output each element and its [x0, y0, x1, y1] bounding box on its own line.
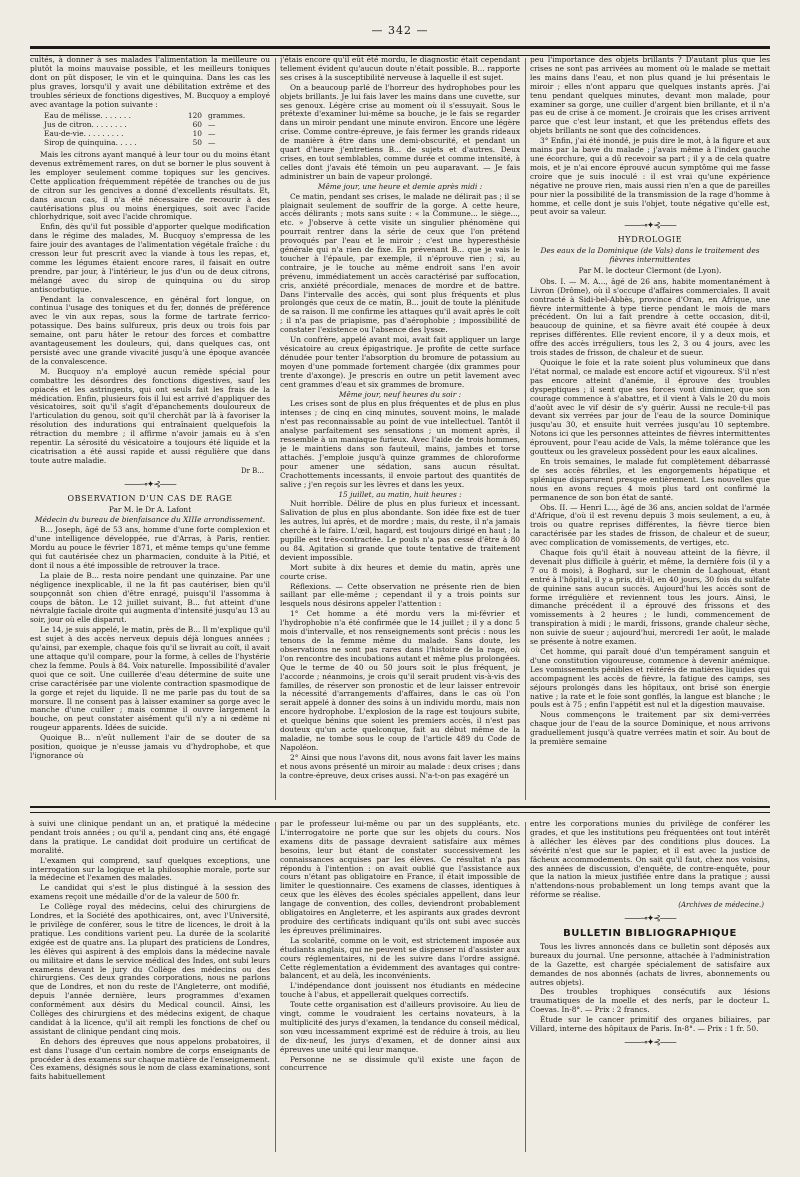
quantity: 120 [187, 111, 202, 121]
time-heading-text: Même jour, neuf heures du soir : [338, 389, 462, 399]
paragraph: Obs. II. — Henri L..., âgé de 36 ans, ancien soldat de l'armée d'Afrique, d'où il est revenu depuis 3 mois seulement, a eu, à trois ou quatre reprises différentes, la fièvre tierce bien caractérisée par les stades de frisson, de chaleur et de sueur, avec complication de vomissements, de vertiges, etc. [530, 502, 770, 548]
ornament-divider: ——⊸✦⊰—— [624, 221, 676, 232]
time-heading-text: 15 juillet, au matin, huit heures : [338, 489, 462, 499]
ornament-divider: ——⊸✦⊰—— [624, 1037, 676, 1048]
paragraph: Nuit horrible. Délire de plus en plus furieux et incessant. Salivation de plus en plus abondante. Son idée fixe est de tuer les autres, lui après, et de mordre ; mais, du reste, il n'a jamais cherché à le faire. L'œil, hagard, est toujours dirigé en haut ; la pupille est très-contractée. Le pouls n'a pas cessé d'être à 80 ou 84. Agitation si grande que toute tentative de traitement devient impossible. [280, 499, 520, 562]
section-rule [30, 806, 770, 813]
ornament-divider: ——⊸✦⊰—— [624, 914, 676, 925]
ornament-divider: ——⊸✦⊰—— [124, 479, 176, 490]
article-author: Par M. le docteur Clermont (de Lyon). [578, 265, 722, 275]
bulletin-intro: Tous les livres annoncés dans ce bulletin sont déposés aux bureaux du journal. Une personne, attachée à l'administration de la Gazette, est chargée spécialement de satisfaire aux demandes de nos abonnés (achats de livres, abonnements ou autres objets). [530, 941, 770, 987]
paragraph: Obs. I. — M. A..., âgé de 26 ans, habite momentanément à Livron (Drôme), où il s'occupe d'affaires commerciales. Il avait contracté à Sidi-bel-Abbès, province d'Oran, en Afrique, une fièvre intermittente à type tierce pendant le mois de mars précédent. On lui a fait prendre à cette occasion, dit-il, beaucoup de quinine, et sa fièvre avait été coupée à deux reprises différentes. Elle revient encore, il y a deux mois, et offre des accès irréguliers, tous les 2, 3 ou 4 jours, avec les trois stades de frisson, de chaleur et de sueur. [530, 276, 770, 358]
unit: — [208, 120, 216, 130]
paragraph: La plaie de B... resta noire pendant une quinzaine. Par une négligence inexplicable, il ne la fit pas cautériser, bien qu'il soupçonnât son chien d'être enragé, puisqu'il l'assomma à coups de bâton. Le 12 juillet suivant, B... fut atteint d'une névralgie faciale droite qui augmenta d'intensité jusqu'au 13 au soir, jour où elle disparut. [30, 570, 270, 625]
paragraph: En trois semaines, le malade fut complètement débarrassé de ses accès fébriles, et les engorgements hépatique et splénique disparurent presque entièrement. Les nouvelles que nous en avons reçues 4 mois plus tard ont confirmé la permanence de son bon état de santé. [530, 456, 770, 502]
paragraph: Enfin, dès qu'il fut possible d'apporter quelque modification dans le régime des malades, M. Bucquoy s'empressa de les faire jouir des avantages de l'alimentation végétale fraîche : du cresson leur fut prescrit avec la viande à tous les repas, et, comme les légumes étaient encore rares, il faisait en outre prendre, par jour, à l'intérieur, le jus d'un ou de deux citrons, mélangé avec du sirop de quinquina ou du sirop antiscorbutique. [30, 222, 270, 294]
paragraph: B... Joseph, âgé de 53 ans, homme d'une forte complexion et d'une intelligence développée, rue d'Arras, à Paris, rentier. Mordu au pouce le février 1871, et même temps qu'une femme qui fut cautérisée chez un pharmacien, conduite à la Pitié, et dont il nous a été impossible de retrouver la trace. [30, 525, 270, 570]
time-heading [280, 183, 520, 192]
paragraph: La scolarité, comme on le voit, est strictement imposée aux étudiants anglais, qui ne peuvent se dispenser ni d'assister aux cours réglementaires, ni de les suivre dans l'ordre assigné. Cette réglementation a évidemment des avantages qui contre-balancent, et au delà, les inconvénients. [280, 935, 520, 981]
paragraph: Ce matin, pendant ses crises, le malade ne délirait pas ; il se plaignait seulement de souffrir de la gorge. A cette heure, accès délirants ; mots sans suite : « la Commune... le siège..., etc. » J'observe à cette visite un singulier phénomène qui pourrait rentrer dans la série de ceux que l'on prétend provoqués par l'eau et le miroir ; c'est une hyperesthésie générale qui n'a rien de fixe. En prévenant B... que je vais le toucher à l'épaule, par exemple, il n'éprouve rien ; si, au contraire, je le touche au même endroit sans l'en avoir prévenu, immédiatement un accès caractérisé par suffocation, cris, anxiété précordiale, menaces de mordre et de battre. Dans l'intervalle des accès, qui sont plus fréquents et plus prolongés que ceux de ce matin, B... jouit de toute la plénitude de sa raison. Il me confirme les attaques qu'il avait après le coït ; il n'a pas de priapisme, pas d'aérophobie ; impossibilité de constater l'existence ou l'absence des lyssœ. [280, 191, 520, 335]
paragraph: L'examen qui comprend, sauf quelques exceptions, une interrogation sur la logique et la philosophie morale, porte sur la médecine et l'examen des malades. [30, 855, 270, 883]
column-3 [530, 56, 770, 796]
paragraph: Quoique le foie et la rate soient plus volumineux que dans l'état normal, ce malade est encore actif et vigoureux. S'il n'est pas encore atteint d'anémie, il éprouve des troubles dyspeptiques ; il sent que ses forces vont diminuer, que son courage commence à s'abattre, et il vient à Vals le 20 du mois d'août avec le vif désir de s'y guérir. Aussi ne recule-t-il pas devant six verrées par jour de l'eau de la source Dominique jusqu'au 30, et ensuite huit verrées jusqu'au 10 septembre. Notons ici que les personnes atteintes de fièvres intermittentes éprouvent, pour l'eau acide de Vals, la même tolérance que les goutteux ou les graveleux possèdent pour les eaux alcalines. [530, 358, 770, 457]
paragraph: par le professeur lui-même ou par un des suppléants, etc. L'interrogatoire ne porte que sur les objets du cours. Nos examens dits de passage devraient satisfaire aux mêmes besoins, leur but étant de constater successivement les connaissances acquises par les élèves. Ce résultat n'a pas répondu à l'intention : on avait oublié que l'assistance aux cours n'étant pas obligatoire en France, il était impossible de limiter le questionnaire. Ces examens de classes, identiques à ceux que les élèves des écoles spéciales appellent, dans leur langage de convention, des colles, deviendront probablement obligatoires en Angleterre, et les aspirants aux grades devront produire des certificats indiquant qu'ils ont subi avec succès les épreuves préliminaires. [280, 820, 520, 935]
potion-recipe [44, 112, 270, 148]
unit: — [208, 129, 216, 139]
ingredient: Jus de citron. . . . . . . . [44, 120, 127, 130]
page-number: — 342 — [371, 24, 429, 37]
paragraph: Personne ne se dissimule qu'il existe une façon de concurrence [280, 1054, 520, 1073]
paragraph: Nous commençons le traitement par six demi-verrées chaque jour de l'eau de la source Dominique, et nous arrivons graduellement jusqu'à quatre verrées matin et soir. Au bout de la première semaine [530, 710, 770, 747]
paragraph: Un confrère, appelé avant moi, avait fait appliquer un large vésicatoire au creux épigastrique. Je profite de cette surface dénudée pour tenter l'absorption du bromure de potassium au moyen d'une pommade fortement chargée (dix grammes pour trente d'axonge). Je prescris en outre un petit lavement avec cent grammes d'eau et six grammes de bromure. [280, 335, 520, 389]
column-3-lower [530, 820, 770, 1150]
unit: grammes. [208, 111, 246, 121]
paragraph: 3° Enfin, j'ai été inondé, je puis dire le mot, à la figure et aux mains par la bave du malade ; j'avais même à l'index gauche une écorchure, qui a dû recevoir sa part ; il y a de cela quatre mois, et je n'ai encore éprouvé aucun symptôme qui me fasse croire que je suis inoculé : il est vrai qu'une expérience négative ne prouve rien, mais aussi rien n'en a que de pareilles pour nier la possibilité de la transmission de la rage d'homme à homme, et celle dont je suis l'objet, toute négative qu'elle est, peut avoir sa valeur. [530, 136, 770, 217]
bibliography-entry: Étude sur le cancer primitif des organes biliaires, par Villard, interne des hôpitaux de Paris. In-8°. — Prix : 1 fr. 50. [530, 1015, 770, 1034]
paragraph: cultés, à donner à ses malades l'alimentation la meilleure ou plutôt la moins mauvaise possible, et les meilleurs toniques dont on pût disposer, le vin et le quinquina. Dans les cas les plus graves, lorsqu'il y avait une débilitation extrême et des troubles sérieux de fonctions digestives, M. Bucquoy a employé avec avantage la potion suivante : [30, 56, 270, 109]
paragraph: M. Bucquoy n'a employé aucun remède spécial pour combattre les désordres des fonctions digestives, sauf les opiacés et les astringents, qui ont seuls fait les frais de la médication. Enfin, plusieurs fois il lui est arrivé d'appliquer des vésicatoires, soit qu'il s'agît d'épanchements douloureux de l'articulation du genou, soit qu'il cherchât par là à favoriser la résolution des indurations qui entraînaient quelquefois la rétraction du membre ; il affirme n'avoir jamais eu à s'en repentir. La sérosité du vésicatoire a toujours été liquide et la cicatrisation a été aussi rapide et aussi régulière que dans toute autre maladie. [30, 366, 270, 465]
time-heading-text: Même jour, une heure et demie après midi : [317, 181, 483, 191]
column-divider [525, 822, 526, 1152]
paragraph: Quoique B... n'eût nullement l'air de se douter de sa position, quoique je n'eusse jamais vu d'hydrophobe, et que l'ignorance où [30, 733, 270, 760]
column-divider [275, 822, 276, 1152]
paragraph: entre les corporations munies du privilège de conférer les grades, et que les institutions peu fréquentées ont tout intérêt à allécher les élèves par des conditions plus douces. La sévérité n'est que sur le papier, et il est avec la justice de fâcheux accommodements. On sait qu'il faut, chez nos voisins, des années de discussion, d'enquête, de contre-enquête, pour que la nation la mieux justifiée entre dans la pratique ; aussi n'attendons-nous probablement un long temps avant que la réforme se réalise. [530, 820, 770, 900]
quantity: 50 [192, 138, 202, 148]
article-title: OBSERVATION D'UN CAS DE RAGE [67, 493, 233, 503]
recipe-row [44, 139, 270, 148]
column-2-lower [280, 820, 520, 1150]
paragraph: L'indépendance dont jouissent nos étudiants en médecine touche à l'abus, et appellerait quelques correctifs. [280, 981, 520, 1000]
section-title: HYDROLOGIE [617, 235, 683, 245]
time-heading [280, 491, 520, 500]
column-1-lower [30, 820, 270, 1150]
signature: Dr B... [240, 466, 264, 475]
column-2 [280, 56, 520, 796]
quantity: 10 [192, 129, 202, 139]
paragraph: Mort subite à dix heures et demie du matin, après une courte crise. [280, 562, 520, 581]
column-divider [275, 58, 276, 800]
top-rule [30, 46, 770, 56]
source-citation-text: (Archives de médecine.) [678, 901, 764, 910]
paragraph: à suivi une clinique pendant un an, et pratiqué la médecine pendant trois années ; ou qu'il a, pendant cinq ans, été engagé dans la pratique. Le candidat doit produire un certificat de moralité. [30, 820, 270, 855]
paragraph: peu l'importance des objets brillants ? D'autant plus que les crises ne sont pas arrivées au moment où le malade se mettait les mains dans l'eau, et non plus quand je lui présentais le miroir ; elles n'ont apparu que quelques instants après. J'ai tenu pendant quelques minutes, devant mon malade, pour examiner sa gorge, une cuiller d'argent bien brillante, et il n'a pas eu de crise à ce moment. Je croirais que les crises arrivent parce que c'est leur instant, et que les prétendus effets des objets brillants ne sont que des coïncidences. [530, 56, 770, 136]
column-divider [525, 58, 526, 800]
paragraph: Mais les citrons ayant manqué à leur tour ou du moins étant devenus extrêmement rares, on dut se borner le plus souvent à les employer seulement comme topiques sur les gencives. Cette application fréquemment répétée de tranches ou de jus de citron sur les gencives a donné d'excellents résultats. Et, dans aucun cas, il n'a été nécessaire de recourir à des cautérisations plus ou moins énergiques, soit avec l'acide chlorhydrique, soit avec l'acide chromique. [30, 150, 270, 222]
paragraph: On a beaucoup parlé de l'horreur des hydrophobes pour les objets brillants. Je lui fais laver les mains dans une cuvette, sur ses genoux. Légère crise au moment où il s'essuyait. Sous le prétexte d'examiner lui-même sa bouche, je le fais se regarder dans un miroir pendant une minute environ. Encore une légère crise. Comme contre-épreuve, je fais fermer les grands rideaux de manière à être dans une demi-obscurité, et pendant un quart d'heure j'entretiens B... de sujets et d'autres. Deux crises, en tout semblables, comme durée et comme intensité, à celles dont j'avais été témoin un peu auparavant. — Je fais administrer un bain de vapeur prolongé. [280, 82, 520, 181]
column-1 [30, 56, 270, 796]
paragraph: Le 14, je suis appelé, le matin, près de B... Il m'explique qu'il est sujet à des accès nerveux depuis déjà longues années ; qu'ainsi, par exemple, chaque fois qu'il se livrait au coït, il avait une attaque qu'il compare, pour la forme, à celles de l'hystérie chez la femme. Pouls à 84. Voix naturelle. Impossibilité d'avaler quoi que ce soit. Une cuillerée d'eau détermine de suite une crise caractérisée par une violente contraction spasmodique de la gorge et rejet du liquide. Il ne me parle pas du tout de sa morsure. Il ne consent pas à laisser examiner sa gorge avec le manche d'une cuiller ; mais comme il ouvre largement la bouche, on peut constater aisément qu'il n'y a ni œdème ni rougeur apparents. Idées de suicide. [30, 625, 270, 733]
section-subtitle: Des eaux de la Dominique (de Vals) dans le traitement des fièvres intermittentes [540, 246, 760, 265]
bibliography-entry: Des troubles trophiques consécutifs aux lésions traumatiques de la moelle et des nerfs, par le docteur L. Coevas. In-8°. — Prix : 2 francs. [530, 987, 770, 1015]
ingredient: Eau-de-vie. . . . . . . . . [44, 129, 124, 139]
unit: — [208, 138, 216, 148]
paragraph: 2° Ainsi que nous l'avons dit, nous avons fait laver les mains et nous avons présenté un miroir au malade : deux crises ; dans la contre-épreuve, deux crises aussi. N'a-t-on pas exagéré un [280, 752, 520, 780]
paragraph: Le Collège royal des médecins, celui des chirurgiens de Londres, et la Société des apothicaires, ont, avec l'Université, le privilège de conférer, sous le titre de licences, le droit à la pratique. Les conditions varient peu. La durée de la scolarité exigée est de quatre ans. La plupart des praticiens de Londres, les élèves qui aspirent à des emplois dans la médecine navale ou militaire et dans le service médical des Indes, ont subi leurs examens devant le jury du Collège des médecins ou des chirurgiens. Ces deux grandes corporations, nous ne parlons que de Londres, et non du reste de l'Angleterre, ont modifié, depuis l'année dernière, leurs programmes d'examen conformément aux désirs du Medical council. Ainsi, les Collèges des chirurgiens et des médecins exigent, de chaque candidat à la licence, qu'il ait rempli les fonctions de chef ou assistant de clinique pendant cinq mois. [30, 902, 270, 1036]
quantity: 60 [192, 120, 202, 130]
bibliography [530, 943, 770, 1034]
bulletin-title: BULLETIN BIBLIOGRAPHIQUE [563, 927, 737, 939]
source-citation [530, 901, 764, 910]
article-author: Par M. le Dr A. Lafont [108, 504, 192, 514]
paragraph: 1° Cet homme a été mordu vers la mi-février et l'hydrophobie n'a été confirmée que le 14 juillet ; il y a donc 5 mois d'intervalle, et nos renseignements sont précis : nous les tenons de la femme même du malade. Sans doute, les observations ne sont pas rares dans l'histoire de la rage, où l'on rencontre des incubations autant et même plus prolongées. Que le terme de 40 ou 50 jours soit le plus fréquent, je l'accorde ; néanmoins, je crois qu'il serait prudent vis-à-vis des familles, de réserver son pronostic et de leur laisser entrevoir la nécessité d'arrangements d'affaires, dans le cas où l'on serait appelé à donner des soins à un individu mordu, mais non encore hydrophobe. L'explosion de la rage est toujours subite, et quelque bénins que soient les premiers accès, il n'est pas douteux qu'un acte quelconque, fait au début même de la maladie, ne tombe sous le coup de l'article 489 du Code de Napoléon. [280, 609, 520, 752]
paragraph: Cet homme, qui paraît doué d'un tempérament sanguin et d'une constitution vigoureuse, commence à devenir anémique. Les vomissements pénibles et réitérés de matières liquides qui accompagnent les accès de fièvre, la fatigue des camps, ses séjours prolongés dans les hôpitaux, ont brisé son énergie native ; la rate et le foie sont gonflés, la langue est blanche ; le pouls est à 75 ; enfin l'appétit est nul et la digestion mauvaise. [530, 647, 770, 710]
paragraph: Le candidat qui s'est le plus distingué à la session des examens reçoit une médaille d'or de la valeur de 500 fr. [30, 883, 270, 902]
article-affiliation: Médecin du bureau de bienfaisance du XIIIe arrondissement. [34, 515, 266, 525]
paragraph: Les crises sont de plus en plus fréquentes et de plus en plus intenses ; de cinq en cinq minutes, souvent moins, le malade n'est pas reconnaissable au point de vue intellectuel. Tantôt il analyse parfaitement ses sensations ; un moment après, il ressemble à un maniaque furieux. Avec l'aide de trois hommes, je le maintiens dans son fauteuil, mains, jambes et torse attachés. J'emploie jusqu'à quinze grammes de chloroforme pour amener une sédation, sans aucun résultat. Crachottements incessants, il envoie partout des quantités de salive ; j'en reçois sur les lèvres et dans les yeux. [280, 399, 520, 489]
paragraph: Chaque fois qu'il était à nouveau atteint de la fièvre, il devenait plus difficile à guérir, et même, la dernière fois (il y a 7 ou 8 mois), à Boghard, sur le chemin de Laghouat, étant entré à l'hôpital, il y a pris, dit-il, en 40 jours, 30 fois du sulfate de quinine sans aucun succès. Aujourd'hui les accès sont de forme irrégulière et reviennent tous les jours. Ainsi, le dimanche précédent il a éprouvé des frissons et des vomissements à 2 heures ; le lundi, commencement de transpiration à midi ; le mardi, frissons, grande chaleur sèche, non suivie de sueur ; aujourd'hui, mercredi 1er août, le malade se présente à notre examen. [530, 548, 770, 647]
paragraph: Toute cette organisation est d'ailleurs provisoire. Au lieu de vingt, comme le voudraient les certains novateurs, à la multiplicité des jurys d'examen, la tendance du conseil médical, son vœu incessamment exprimé est de réduire à trois, au lieu de dix-neuf, les jurys d'examen, et de donner ainsi aux épreuves une unité qui leur manque. [280, 1000, 520, 1054]
paragraph: Réflexions. — Cette observation ne présente rien de bien saillant par elle-même ; cependant il y a trois points sur lesquels nous désirons appeler l'attention : [280, 581, 520, 609]
time-heading [280, 391, 520, 400]
ingredient: Eau de mélisse. . . . . . . [44, 111, 131, 121]
paragraph: j'étais encore qu'il eût été mordu, le diagnostic était cependant tellement évident qu'aucun doute n'était possible. B... rapporte ses crises à la susceptibilité nerveuse à laquelle il est sujet. [280, 56, 520, 82]
paragraph: Pendant la convalescence, en général fort longue, on continua l'usage des toniques et du fer, donnés de préférence avec le vin aux repas, sous la forme de tartrate ferrico-potassique. Des bains sulfureux, pris deux ou trois fois par semaine, ont paru hâter le retour des forces et combattre avantageusement les douleurs, qui, dans quelques cas, ont persisté avec une grande vivacité jusqu'à une époque avancée de la convalescence. [30, 294, 270, 366]
ingredient: Sirop de quinquina. . . . . [44, 138, 137, 148]
paragraph: En dehors des épreuves que nous appelons probatoires, il est dans l'usage d'un certain nombre de corps enseignants de procéder à des examens sur chaque matière de l'enseignement. Ces examens, désignés sous le nom de class examinations, sont faits habituellement [30, 1036, 270, 1082]
